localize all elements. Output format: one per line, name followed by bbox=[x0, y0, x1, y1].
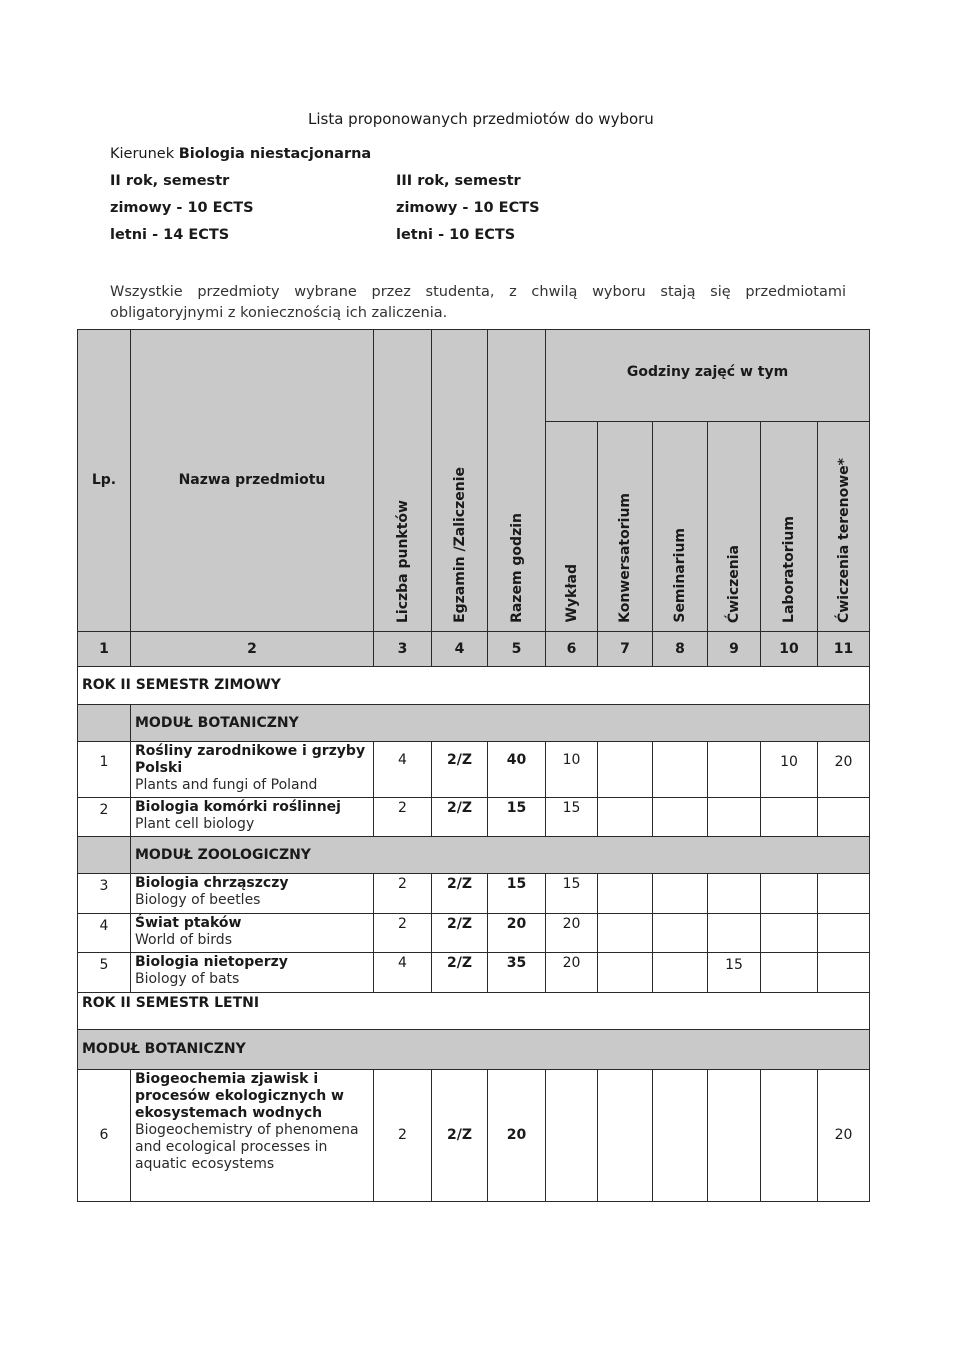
row-lp: 2 bbox=[78, 798, 131, 837]
row-cwiczenia bbox=[708, 742, 761, 798]
kierunek-label: Kierunek bbox=[110, 146, 175, 162]
column-number: 4 bbox=[432, 631, 488, 666]
header-konwersatorium: Konwersatorium bbox=[598, 421, 653, 631]
row-punkty: 2 bbox=[374, 1069, 432, 1201]
row-laboratorium bbox=[761, 1069, 818, 1201]
subject-name-pl: Biologia chrząszczy bbox=[135, 875, 289, 892]
row-laboratorium bbox=[761, 874, 818, 914]
column-number: 10 bbox=[761, 631, 818, 666]
row-seminarium bbox=[653, 798, 708, 837]
row-laboratorium bbox=[761, 913, 818, 953]
row-wyklad: 20 bbox=[546, 953, 598, 993]
row-terenowe: 20 bbox=[818, 742, 870, 798]
row-terenowe bbox=[818, 913, 870, 953]
row-konwersatorium bbox=[598, 913, 653, 953]
row-seminarium bbox=[653, 742, 708, 798]
module-row-zoologiczny bbox=[78, 836, 870, 873]
row-laboratorium: 10 bbox=[761, 742, 818, 798]
year2-title: II rok, semestr bbox=[110, 173, 230, 189]
year2-letni: letni - 14 ECTS bbox=[110, 227, 230, 243]
row-wyklad bbox=[546, 1069, 598, 1201]
row-konwersatorium bbox=[598, 1069, 653, 1201]
column-number: 8 bbox=[653, 631, 708, 666]
table-row bbox=[78, 913, 870, 953]
row-name bbox=[131, 1069, 374, 1201]
subject-name-en: Biology of beetles bbox=[135, 892, 261, 909]
module-row-botaniczny bbox=[78, 704, 870, 741]
row-razem: 40 bbox=[488, 742, 546, 798]
header-razem: Razem godzin bbox=[488, 330, 546, 632]
row-punkty: 2 bbox=[374, 913, 432, 953]
table-row bbox=[78, 1069, 870, 1201]
row-name bbox=[131, 742, 374, 798]
section-title: ROK II SEMESTR ZIMOWY bbox=[78, 667, 870, 704]
row-wyklad: 15 bbox=[546, 798, 598, 837]
program-info-left bbox=[110, 141, 371, 249]
table-row bbox=[78, 798, 870, 837]
header-liczba: Liczba punktów bbox=[374, 330, 432, 632]
row-wyklad: 10 bbox=[546, 742, 598, 798]
subject-name-en: Biogeochemistry of phenomena and ecological processes in aquatic ecosystems bbox=[135, 1121, 359, 1172]
row-egzamin: 2/Z bbox=[432, 798, 488, 837]
module-row-botaniczny-letni bbox=[78, 1030, 870, 1070]
row-cwiczenia bbox=[708, 874, 761, 914]
row-terenowe bbox=[818, 953, 870, 993]
row-lp: 5 bbox=[78, 953, 131, 993]
header-lp: Lp. bbox=[78, 330, 131, 632]
subject-name-pl: Świat ptaków bbox=[135, 914, 242, 931]
row-lp: 4 bbox=[78, 913, 131, 953]
row-razem: 35 bbox=[488, 953, 546, 993]
row-punkty: 2 bbox=[374, 798, 432, 837]
row-lp: 6 bbox=[78, 1069, 131, 1201]
subject-name-en: World of birds bbox=[135, 931, 232, 948]
row-razem: 20 bbox=[488, 1069, 546, 1201]
note-paragraph: Wszystkie przedmioty wybrane przez studenta, z chwilą wyboru stają się przedmiotami obligatoryjnymi z koniecznością ich zaliczenia. bbox=[110, 284, 846, 321]
row-seminarium bbox=[653, 953, 708, 993]
subject-name-en: Plants and fungi of Poland bbox=[135, 777, 318, 794]
column-number: 7 bbox=[598, 631, 653, 666]
row-cwiczenia bbox=[708, 798, 761, 837]
column-number: 11 bbox=[818, 631, 870, 666]
row-wyklad: 15 bbox=[546, 874, 598, 914]
row-konwersatorium bbox=[598, 874, 653, 914]
section-row-letni bbox=[78, 992, 870, 1029]
subjects-table bbox=[77, 329, 870, 1202]
row-konwersatorium bbox=[598, 798, 653, 837]
row-konwersatorium bbox=[598, 953, 653, 993]
row-konwersatorium bbox=[598, 742, 653, 798]
table-row bbox=[78, 874, 870, 914]
row-razem: 20 bbox=[488, 913, 546, 953]
row-terenowe bbox=[818, 874, 870, 914]
year3-zimowy: zimowy - 10 ECTS bbox=[396, 200, 540, 216]
row-egzamin: 2/Z bbox=[432, 953, 488, 993]
section-title: ROK II SEMESTR LETNI bbox=[78, 992, 870, 1029]
module-title: MODUŁ BOTANICZNY bbox=[131, 704, 870, 741]
row-name bbox=[131, 913, 374, 953]
row-egzamin: 2/Z bbox=[432, 742, 488, 798]
subject-name-en: Plant cell biology bbox=[135, 816, 255, 833]
row-seminarium bbox=[653, 874, 708, 914]
year3-letni: letni - 10 ECTS bbox=[396, 227, 516, 243]
kierunek-line bbox=[110, 141, 371, 168]
row-name bbox=[131, 874, 374, 914]
header-wyklad: Wykład bbox=[546, 421, 598, 631]
header-laboratorium: Laboratorium bbox=[761, 421, 818, 631]
row-wyklad: 20 bbox=[546, 913, 598, 953]
column-number: 5 bbox=[488, 631, 546, 666]
row-razem: 15 bbox=[488, 874, 546, 914]
table-row bbox=[78, 742, 870, 798]
year3-title: III rok, semestr bbox=[396, 173, 521, 189]
row-egzamin: 2/Z bbox=[432, 913, 488, 953]
row-terenowe bbox=[818, 798, 870, 837]
row-egzamin: 2/Z bbox=[432, 874, 488, 914]
row-razem: 15 bbox=[488, 798, 546, 837]
page-title: Lista proponowanych przedmiotów do wyboru bbox=[308, 110, 654, 128]
column-number: 1 bbox=[78, 631, 131, 666]
module-title: MODUŁ ZOOLOGICZNY bbox=[131, 836, 870, 873]
subject-name-pl: Biologia nietoperzy bbox=[135, 954, 288, 971]
kierunek-value: Biologia niestacjonarna bbox=[178, 146, 372, 162]
row-cwiczenia bbox=[708, 913, 761, 953]
header-seminarium: Seminarium bbox=[653, 421, 708, 631]
row-lp: 1 bbox=[78, 742, 131, 798]
module-spacer bbox=[78, 836, 131, 873]
program-info-right bbox=[396, 168, 540, 249]
row-cwiczenia bbox=[708, 1069, 761, 1201]
header-godziny: Godziny zajęć w tym bbox=[546, 330, 870, 422]
column-number: 9 bbox=[708, 631, 761, 666]
row-egzamin: 2/Z bbox=[432, 1069, 488, 1201]
module-spacer bbox=[78, 704, 131, 741]
header-nazwa: Nazwa przedmiotu bbox=[131, 330, 374, 632]
header-egzamin: Egzamin /Zaliczenie bbox=[432, 330, 488, 632]
row-terenowe: 20 bbox=[818, 1069, 870, 1201]
table-row bbox=[78, 953, 870, 993]
row-cwiczenia: 15 bbox=[708, 953, 761, 993]
header-row-top bbox=[78, 330, 870, 422]
row-laboratorium bbox=[761, 953, 818, 993]
row-seminarium bbox=[653, 913, 708, 953]
subject-name-pl: Biologia komórki roślinnej bbox=[135, 799, 341, 816]
section-row-zimowy bbox=[78, 667, 870, 704]
column-number: 3 bbox=[374, 631, 432, 666]
row-name bbox=[131, 953, 374, 993]
header-cwiczenia: Ćwiczenia bbox=[708, 421, 761, 631]
subject-name-en: Biology of bats bbox=[135, 971, 240, 988]
subject-name-pl: Biogeochemia zjawisk i procesów ekologicznych w ekosystemach wodnych bbox=[135, 1070, 344, 1121]
column-number: 2 bbox=[131, 631, 374, 666]
row-seminarium bbox=[653, 1069, 708, 1201]
row-name bbox=[131, 798, 374, 837]
row-punkty: 4 bbox=[374, 953, 432, 993]
row-laboratorium bbox=[761, 798, 818, 837]
row-punkty: 4 bbox=[374, 742, 432, 798]
row-punkty: 2 bbox=[374, 874, 432, 914]
subject-name-pl: Rośliny zarodnikowe i grzyby Polski bbox=[135, 743, 366, 777]
column-numbers-row bbox=[78, 631, 870, 666]
column-number: 6 bbox=[546, 631, 598, 666]
year2-zimowy: zimowy - 10 ECTS bbox=[110, 200, 254, 216]
module-title: MODUŁ BOTANICZNY bbox=[78, 1030, 870, 1070]
header-terenowe: Ćwiczenia terenowe* bbox=[818, 421, 870, 631]
row-lp: 3 bbox=[78, 874, 131, 914]
